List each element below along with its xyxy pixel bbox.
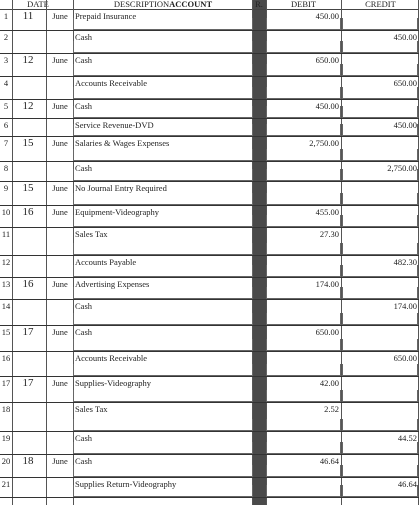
cell-rule	[266, 265, 341, 277]
cell-rule	[266, 339, 341, 351]
cell-rule	[266, 18, 341, 30]
journal-row	[0, 119, 419, 137]
row-month: June	[52, 183, 68, 193]
journal-row	[0, 377, 419, 403]
row-number: 15	[1, 327, 11, 337]
cell-rule	[266, 485, 341, 497]
cell-rule	[73, 169, 253, 181]
row-number: 1	[3, 11, 9, 21]
row-description: Cash	[75, 55, 92, 65]
header-description-account: ACCOUNT	[169, 0, 213, 9]
cell-rule	[266, 313, 341, 325]
row-description: Cash	[75, 32, 92, 42]
cell-rule	[266, 243, 341, 255]
row-number: 8	[3, 163, 9, 173]
journal-row	[0, 228, 419, 256]
row-description: Cash	[75, 101, 92, 111]
cell-rule	[266, 41, 341, 53]
row-credit: 2,750.00	[387, 163, 417, 173]
row-number: 10	[1, 207, 11, 217]
row-debit: 46.64	[319, 456, 339, 466]
row-description: Equipment-Videography	[75, 207, 159, 217]
header-reference: R.	[255, 0, 263, 9]
header-credit: CREDIT	[365, 0, 396, 9]
cell-rule	[266, 419, 341, 431]
cell-rule	[266, 169, 341, 181]
cell-rule	[73, 124, 253, 136]
row-number: 9	[3, 183, 9, 193]
cell-rule	[342, 106, 418, 118]
header-description	[73, 0, 253, 9]
cell-rule	[342, 465, 418, 477]
row-debit: 650.00	[315, 327, 339, 337]
cell-rule	[266, 149, 341, 161]
journal-row	[0, 478, 419, 498]
row-number: 6	[3, 120, 9, 130]
row-description: Cash	[75, 301, 92, 311]
journal-row	[0, 432, 419, 455]
row-number: 16	[1, 353, 11, 363]
cell-rule	[73, 243, 253, 255]
row-credit: 650.00	[393, 78, 417, 88]
cell-rule	[266, 442, 341, 454]
row-description: Accounts Receivable	[75, 78, 147, 88]
row-credit: 450.00	[393, 32, 417, 42]
cell-rule	[266, 193, 341, 205]
header-description-prefix: DESCRIPTION	[113, 0, 170, 9]
journal-row	[0, 100, 419, 119]
row-month: June	[52, 279, 68, 289]
row-credit: 650.00	[393, 353, 417, 363]
cell-rule	[73, 193, 253, 205]
row-number: 18	[1, 404, 11, 414]
cell-rule	[342, 313, 418, 325]
row-debit: 2,750.00	[309, 138, 339, 148]
cell-rule	[73, 390, 253, 402]
row-description: Salaries & Wages Expenses	[75, 138, 170, 148]
journal-row	[0, 352, 419, 377]
row-description: Supplies-Videography	[75, 378, 151, 388]
row-month: June	[52, 207, 68, 217]
cell-rule	[73, 106, 253, 118]
header-date: DATE	[27, 0, 49, 9]
row-day: 18	[22, 455, 34, 467]
cell-rule	[73, 442, 253, 454]
cell-rule	[73, 465, 253, 477]
cell-rule	[73, 215, 253, 227]
row-number: 20	[1, 456, 11, 466]
row-number: 17	[1, 378, 11, 388]
row-debit: 42.00	[319, 378, 339, 388]
row-credit: 46.64	[397, 479, 417, 489]
journal-row	[0, 182, 419, 206]
cell-rule	[73, 41, 253, 53]
cell-rule	[73, 419, 253, 431]
row-description: No Journal Entry Required	[75, 183, 167, 193]
row-debit: 450.00	[315, 101, 339, 111]
row-description: Sales Tax	[75, 404, 108, 414]
cell-rule	[266, 465, 341, 477]
cell-rule	[342, 169, 418, 181]
journal-row	[0, 54, 419, 77]
journal-row	[0, 256, 419, 278]
row-description: Cash	[75, 433, 92, 443]
cell-rule	[342, 124, 418, 136]
row-day: 12	[22, 54, 34, 66]
cell-rule	[73, 18, 253, 30]
row-debit: 650.00	[315, 55, 339, 65]
cell-rule	[342, 339, 418, 351]
row-day: 16	[22, 206, 34, 218]
header-debit: DEBIT	[290, 0, 317, 9]
journal-row	[0, 10, 419, 31]
cell-rule	[342, 485, 418, 497]
row-credit: 450.00	[393, 120, 417, 130]
cell-rule	[342, 193, 418, 205]
cell-rule	[342, 64, 418, 76]
row-description: Cash	[75, 163, 92, 173]
cell-rule	[342, 442, 418, 454]
row-month: June	[52, 101, 68, 111]
row-day: 11	[22, 10, 34, 22]
row-month: June	[52, 55, 68, 65]
row-day: 12	[22, 100, 34, 112]
cell-rule	[342, 41, 418, 53]
row-credit: 174.00	[393, 301, 417, 311]
row-day: 15	[22, 182, 34, 194]
row-number: 4	[3, 78, 9, 88]
journal-row	[0, 31, 419, 54]
row-number: 2	[3, 32, 9, 42]
cell-rule	[73, 485, 253, 497]
cell-rule	[73, 265, 253, 277]
cell-rule	[266, 106, 341, 118]
row-debit: 450.00	[315, 11, 339, 21]
cell-rule	[342, 18, 418, 30]
cell-rule	[342, 149, 418, 161]
cell-rule	[266, 287, 341, 299]
cell-rule	[266, 364, 341, 376]
row-month: June	[52, 327, 68, 337]
journal-row	[0, 278, 419, 300]
row-description: Accounts Payable	[75, 257, 137, 267]
cell-rule	[342, 419, 418, 431]
journal-row	[0, 326, 419, 352]
row-month: June	[52, 138, 68, 148]
row-description: Sales Tax	[75, 229, 108, 239]
row-day: 17	[22, 326, 34, 338]
row-description: Cash	[75, 327, 92, 337]
cell-rule	[266, 64, 341, 76]
row-description: Accounts Receivable	[75, 353, 147, 363]
row-day: 15	[22, 137, 34, 149]
cell-rule	[342, 87, 418, 99]
row-number: 3	[3, 55, 9, 65]
journal-row	[0, 162, 419, 182]
cell-rule	[73, 313, 253, 325]
row-debit: 455.00	[315, 207, 339, 217]
row-number: 11	[1, 229, 11, 239]
cell-rule	[73, 287, 253, 299]
cell-rule	[73, 339, 253, 351]
row-number: 5	[3, 101, 9, 111]
row-day: 16	[22, 278, 34, 290]
cell-rule	[342, 215, 418, 227]
cell-rule	[342, 287, 418, 299]
row-number: 7	[3, 138, 9, 148]
row-credit: 44.52	[397, 433, 417, 443]
row-debit: 27.30	[319, 229, 339, 239]
row-number: 19	[1, 433, 11, 443]
row-debit: 2.52	[324, 404, 339, 414]
journal-row	[0, 300, 419, 326]
row-number: 12	[1, 257, 11, 267]
cell-rule	[73, 87, 253, 99]
cell-rule	[73, 149, 253, 161]
cell-rule	[266, 87, 341, 99]
row-description: Prepaid Insurance	[75, 11, 137, 21]
row-number: 14	[1, 301, 11, 311]
row-description: Service Revenue-DVD	[75, 120, 154, 130]
row-description: Advertising Expenses	[75, 279, 150, 289]
row-debit: 174.00	[315, 279, 339, 289]
cell-rule	[73, 64, 253, 76]
cell-rule	[73, 364, 253, 376]
row-number: 21	[1, 479, 11, 489]
row-month: June	[52, 456, 68, 466]
journal-row	[0, 455, 419, 478]
row-description: Supplies Return-Videography	[75, 479, 177, 489]
row-month: June	[52, 11, 68, 21]
cell-rule	[266, 124, 341, 136]
cell-rule	[342, 265, 418, 277]
journal-row	[0, 77, 419, 100]
cell-rule	[342, 390, 418, 402]
row-credit: 482.30	[393, 257, 417, 267]
row-number: 13	[1, 279, 11, 289]
journal-row	[0, 206, 419, 228]
cell-rule	[342, 243, 418, 255]
cell-rule	[266, 215, 341, 227]
journal-row	[0, 137, 419, 162]
cell-rule	[266, 390, 341, 402]
row-day: 17	[22, 377, 34, 389]
journal-row	[0, 403, 419, 432]
row-description: Cash	[75, 456, 92, 466]
row-month: June	[52, 378, 68, 388]
cell-rule	[342, 364, 418, 376]
